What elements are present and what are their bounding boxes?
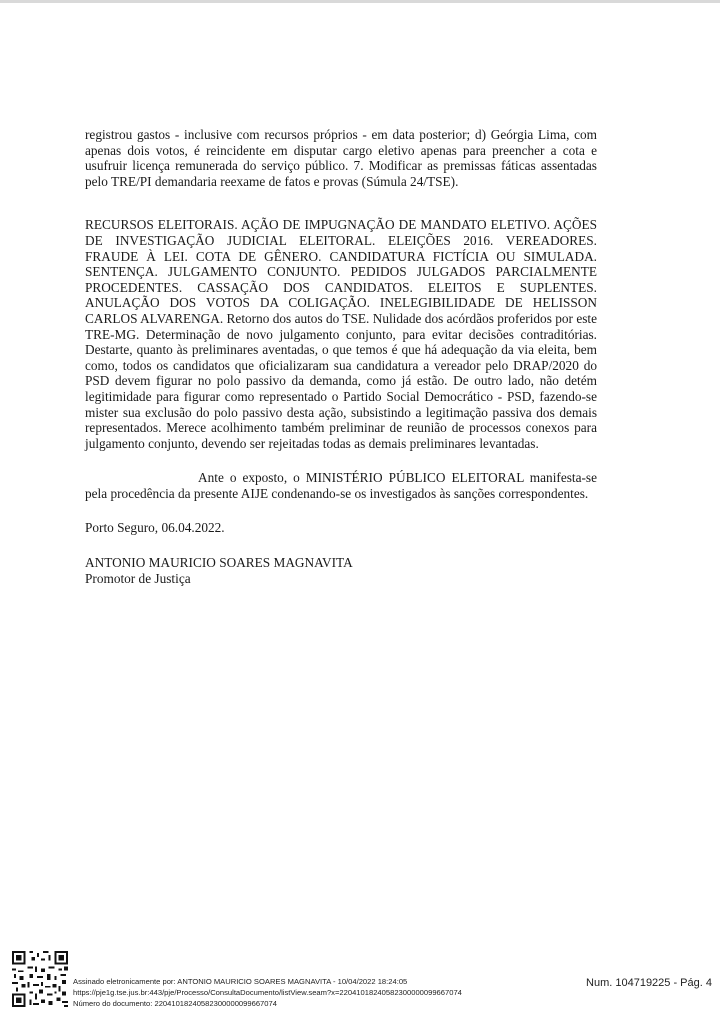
document-url-link[interactable]: https://pje1g.tse.jus.br:443/pje/Processo/ConsultaDocumento/listView.seam?x=22041018240582300000099667074 [73, 988, 462, 998]
signature-block [85, 555, 597, 586]
document-body [85, 127, 597, 586]
top-border-line [0, 0, 720, 3]
qr-code-icon [12, 951, 68, 1007]
document-number-line: Número do documento: 22041018240582300000099667074 [73, 999, 277, 1009]
signed-by-line: Assinado eletronicamente por: ANTONIO MAURICIO SOARES MAGNAVITA - 10/04/2022 18:24:05 [73, 977, 408, 986]
place-date: Porto Seguro, 06.04.2022. [85, 520, 225, 536]
page-reference: Num. 104719225 - Pág. 4 [586, 977, 712, 989]
paragraph-conclusion: Ante o exposto, o MINISTÉRIO PÚBLICO ELEITORAL manifesta-se pela procedência da presente AIJE condenando-se os investigados às sanções correspondentes. [85, 470, 597, 501]
paragraph-ementa: RECURSOS ELEITORAIS. AÇÃO DE IMPUGNAÇÃO DE MANDATO ELETIVO. AÇÕES DE INVESTIGAÇÃO JUDICIAL ELEITORAL. ELEIÇÕES 2016. VEREADORES. FRAUDE À LEI. COTA DE GÊNERO. CANDIDATURA FICTÍCIA OU SIMULADA. SENTENÇA. JULGAMENTO CONJUNTO. PEDIDOS JULGADOS PARCIALMENTE PROCEDENTES. CASSAÇÃO DOS CANDIDATOS. ELEITOS E SUPLENTES. ANULAÇÃO DOS VOTOS DA COLIGAÇÃO. INELEGIBILIDADE DE HELISSON CARLOS ALVARENGA. Retorno dos autos do TSE. Nulidade dos acórdãos proferidos por este TRE-MG. Determinação de novo julgamento conjunto, para evitar decisões contraditórias. Destarte, quanto às preliminares aventadas, o que temos é que há adequação da via eleita, bem como, todos os candidatos que oficializaram sua candidatura a vereador pelo DRAP/2020 do PSD devem figurar no polo passivo da demanda, como já estão. De outro lado, não detém legitimidade para figurar como representado o Partido Social Democrático - PSD, fazendo-se mister sua exclusão do polo passivo desta ação, subsistindo a legitimação passiva dos demais representados. Merece acolhimento também preliminar de reunião de processos conexos para julgamento conjunto, devendo ser rejeitadas todas as demais preliminares levantadas. [85, 217, 597, 451]
signer-name: ANTONIO MAURICIO SOARES MAGNAVITA [85, 555, 353, 571]
paragraph-continued: registrou gastos - inclusive com recursos próprios - em data posterior; d) Geórgia Lima, com apenas dois votos, é reincidente em disputar cargo eletivo apenas para preencher a cota e usufruir licença remunerada do serviço público. 7. Modificar as premissas fáticas assentadas pelo TRE/PI demandaria reexame de fatos e provas (Súmula 24/TSE). [85, 127, 597, 189]
signer-role: Promotor de Justiça [85, 570, 191, 586]
signature-metadata [73, 976, 462, 1010]
